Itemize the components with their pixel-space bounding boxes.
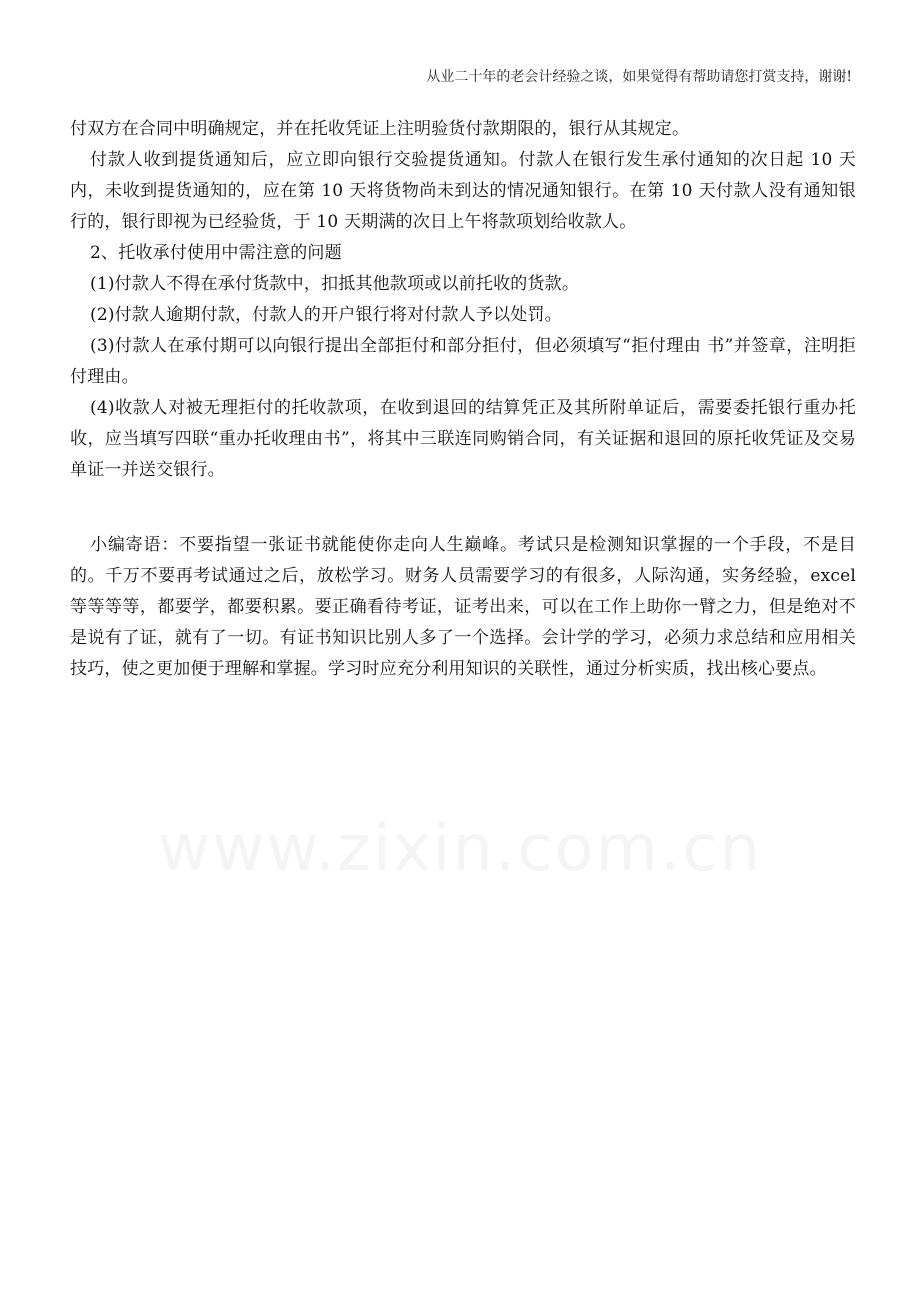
editor-note: 小编寄语：不要指望一张证书就能使你走向人生巅峰。考试只是检测知识掌握的一个手段，不是目的。千万不要再考试通过之后，放松学习。财务人员需要学习的有很多，人际沟通，实务经验，excel 等等等等，都要学，都要积累。要正确看待考证，证考出来，可以在工作上助你一臂之力，但是绝对不是说有了证，就有了一切。有证书知识比别人多了一个选择。会计学的学习，必须力求总结和应用相关技巧，使之更加便于理解和掌握。学习时应充分利用知识的关联性，通过分析实质，找出核心要点。	[70, 535, 856, 679]
document-body	[70, 114, 856, 685]
paragraph-delivery-notice: 付款人收到提货通知后，应立即向银行交验提货通知。付款人在银行发生承付通知的次日起 10 天内，未收到提货通知的，应在第 10 天将货物尚未到达的情况通知银行。在第 10 天付款人没有通知银行的，银行即视为已经验货，于 10 天期满的次日上午将款项划给收款人。	[70, 150, 856, 232]
section-heading: 2、托收承付使用中需注意的问题	[90, 243, 342, 263]
list-item-3: (3)付款人在承付期可以向银行提出全部拒付和部分拒付，但必须填写“拒付理由 书”并签章，注明拒付理由。	[70, 336, 856, 387]
watermark	[0, 812, 920, 886]
header-note: 从业二十年的老会计经验之谈，如果觉得有帮助请您打赏支持，谢谢!	[426, 69, 852, 85]
paragraph-continuation: 付双方在合同中明确规定，并在托收凭证上注明验货付款期限的，银行从其规定。	[70, 119, 690, 139]
list-item-4: (4)收款人对被无理拒付的托收款项，在收到退回的结算凭正及其所附单证后，需要委托银行重办托收，应当填写四联“重办托收理由书”，将其中三联连同购销合同，有关证据和退回的原托收凭证及交易单证一并送交银行。	[70, 398, 856, 480]
list-item-2: (2)付款人逾期付款，付款人的开户银行将对付款人予以处罚。	[90, 305, 562, 325]
list-item-1: (1)付款人不得在承付货款中，扣抵其他款项或以前托收的货款。	[90, 274, 580, 294]
